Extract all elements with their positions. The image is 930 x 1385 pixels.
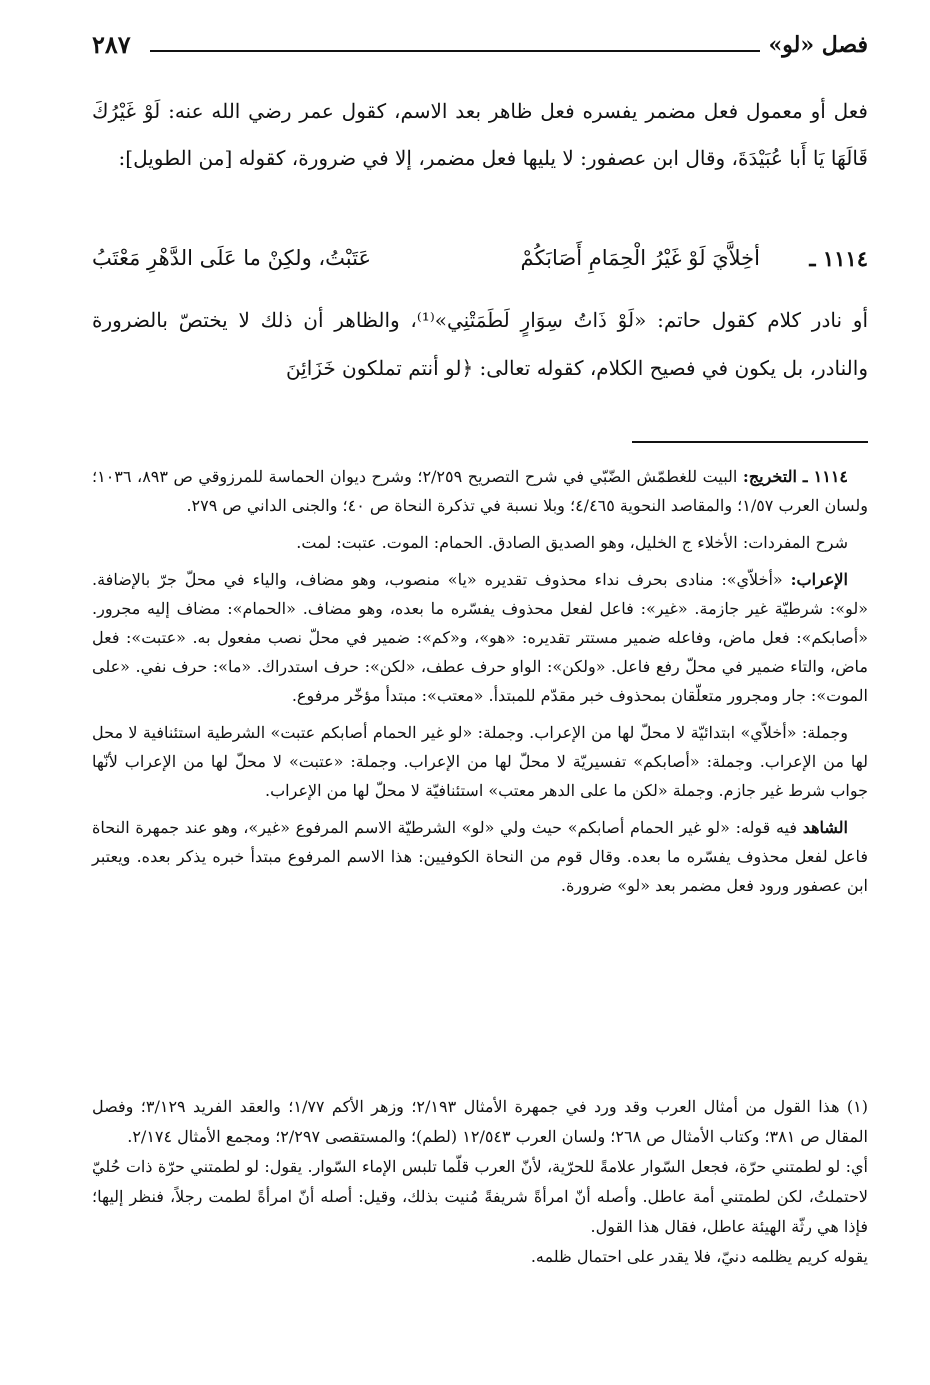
footnotes xyxy=(92,1092,868,1272)
header-rule xyxy=(150,50,760,52)
takhrij-label: ١١١٤ ـ التخريج: xyxy=(742,467,849,486)
sentences-block: وجملة: «أخلاّي» ابتدائيّة لا محلّ لها من الإعراب. وجملة: «لو غير الحمام أصابكم عتبت» الشرطية استئنافية لا محل لها من الإعراب. وجملة: «أصابكم» تفسيريّة لا محلّ لها من الإعراب. وجملة: «عتبت» لا محلّ لها من الإعراب لأنّها جواب شرط غير جازم. وجملة «لكن ما على الدهر معتب» استئنافيّة لا محلّ لها من الإعراب. xyxy=(92,723,868,800)
verse-hemistich-2: عَتَبْتُ، ولكِنْ ما عَلَى الدَّهْرِ مَعْتَبُ xyxy=(92,246,371,270)
irab-text: «أخلاّي»: منادى بحرف نداء محذوف تقديره «يا» منصوب، وهو مضاف، والياء في محلّ جرّ بالإضافة. «لو»: شرطيّة غير جازمة. «غير»: فاعل لفعل محذوف يفسّره ما بعده، وهو مضاف. «الحمام»: مضاف إليه مجرور. «أصابكم»: فعل ماض، وفاعله ضمير مستتر تقديره: «هو»، و«كم»: ضمير في محلّ نصب مفعول به. «عتبت»: فعل ماض، والتاء ضمير في محلّ رفع فاعل. «ولكن»: الواو حرف عطف، «لكن»: حرف استدراك. «ما»: حرف نفي. «على الموت»: جار ومجرور متعلّقان بمحذوف خبر مقدّم للمبتدأ. «معتب»: مبتدأ مؤخّر مرفوع. xyxy=(92,570,868,705)
takhrij-block xyxy=(92,462,868,520)
main-text-continued xyxy=(92,296,868,392)
footnote-separator xyxy=(632,441,868,443)
verse-commentary xyxy=(92,462,868,908)
footnote-usage: يقوله كريم يظلمه دنيّ، فلا يقدر على احتمال ظلمه. xyxy=(530,1247,868,1266)
footnote-1: (١) هذا القول من أمثال العرب وقد ورد في جمهرة الأمثال ٢/١٩٣؛ وزهر الأكم ١/٧٧؛ والعقد الفريد ٣/١٢٩؛ وفصل المقال ص ٣٨١؛ وكتاب الأمثال ص ٢٦٨؛ ولسان العرب ١٢/٥٤٣ (لطم)؛ والمستقصى ٢/٢٩٧؛ ومجمع الأمثال ٢/١٧٤. xyxy=(92,1097,869,1146)
verse-number: ١١١٤ ـ xyxy=(809,246,868,271)
running-header xyxy=(92,30,868,66)
main-paragraph-2: أو نادر كلام كقول حاتم: «لَوْ ذَاتُ سِوَارٍ لَطَمَتْنِي»⁽¹⁾، والظاهر أن ذلك لا يختصّ بالضرورة والنادر، بل يكون في فصيح الكلام، كقوله تعالى: ﴿لو أنتم تملكون خَزَائِنَ xyxy=(92,308,868,380)
page-number: ٢٨٧ xyxy=(92,30,131,59)
evidence-text: فيه قوله: «لو غير الحمام أصابكم» حيث ولي «لو» الشرطيّة الاسم المرفوع «غير»، وهو عند جمهرة النحاة فاعل لفعل محذوف يفسّره ما بعده. وقال قوم من النحاة الكوفيين: هذا الاسم المرفوع مبتدأ خبره يذكر بعده. ويعتبر ابن عصفور ورود فعل مضمر بعد «لو» ضرورة. xyxy=(92,818,869,895)
poem-verse xyxy=(92,236,868,286)
footnote-explanation: أي: لو لطمتني حرّة، فجعل السّوار علامةً للحرّية، لأنّ العرب قلّما تلبس الإماء السّوار. يقول: لو لطمتني حرّة ذات حُليّ لاحتملتُ، لكن لطمتني أمة عاطل. وأصله أنّ امرأةً شريفةً مُنيت بذلك، وقيل: أصله أنّ امرأةً لطمت رجلاً، فنظر إليها؛ فإذا هي رثّة الهيئة عاطل، فقال هذا القول. xyxy=(92,1157,868,1236)
chapter-title: فصل «لو» xyxy=(768,32,868,58)
main-text xyxy=(92,88,868,182)
vocabulary-block: شرح المفردات: الأخلاء ج الخليل، وهو الصديق الصادق. الحمام: الموت. عتبت: لمت. xyxy=(296,533,848,552)
irab-block xyxy=(92,565,868,710)
takhrij-text: البيت للغطمّش الضّبّي في شرح التصريح ٢/٢٥٩؛ وشرح ديوان الحماسة للمرزوقي ص ٨٩٣، ١٠٣٦؛ ولسان العرب ١/٥٧؛ والمقاصد النحوية ٤/٤٦٥؛ وبلا نسبة في تذكرة النحاة ص ٤٠؛ والجنى الداني ص ٢٧٩. xyxy=(92,467,868,515)
main-paragraph-1: فعل أو معمول فعل مضمر يفسره فعل ظاهر بعد الاسم، كقول عمر رضي الله عنه: لَوْ غَيْرُكَ قَالَهَا يَا أَبا عُبَيْدَةَ، وقال ابن عصفور: لا يليها فعل مضمر، إلا في ضرورة، كقوله [من الطويل]: xyxy=(92,99,868,170)
evidence-block xyxy=(92,813,868,900)
irab-label: الإعراب: xyxy=(790,570,848,589)
evidence-label: الشاهد xyxy=(802,818,848,837)
verse-hemistich-1: أخِلاَّيَ لَوْ غَيْرُ الْحِمَامِ أَصَابَكُمْ xyxy=(520,246,760,270)
